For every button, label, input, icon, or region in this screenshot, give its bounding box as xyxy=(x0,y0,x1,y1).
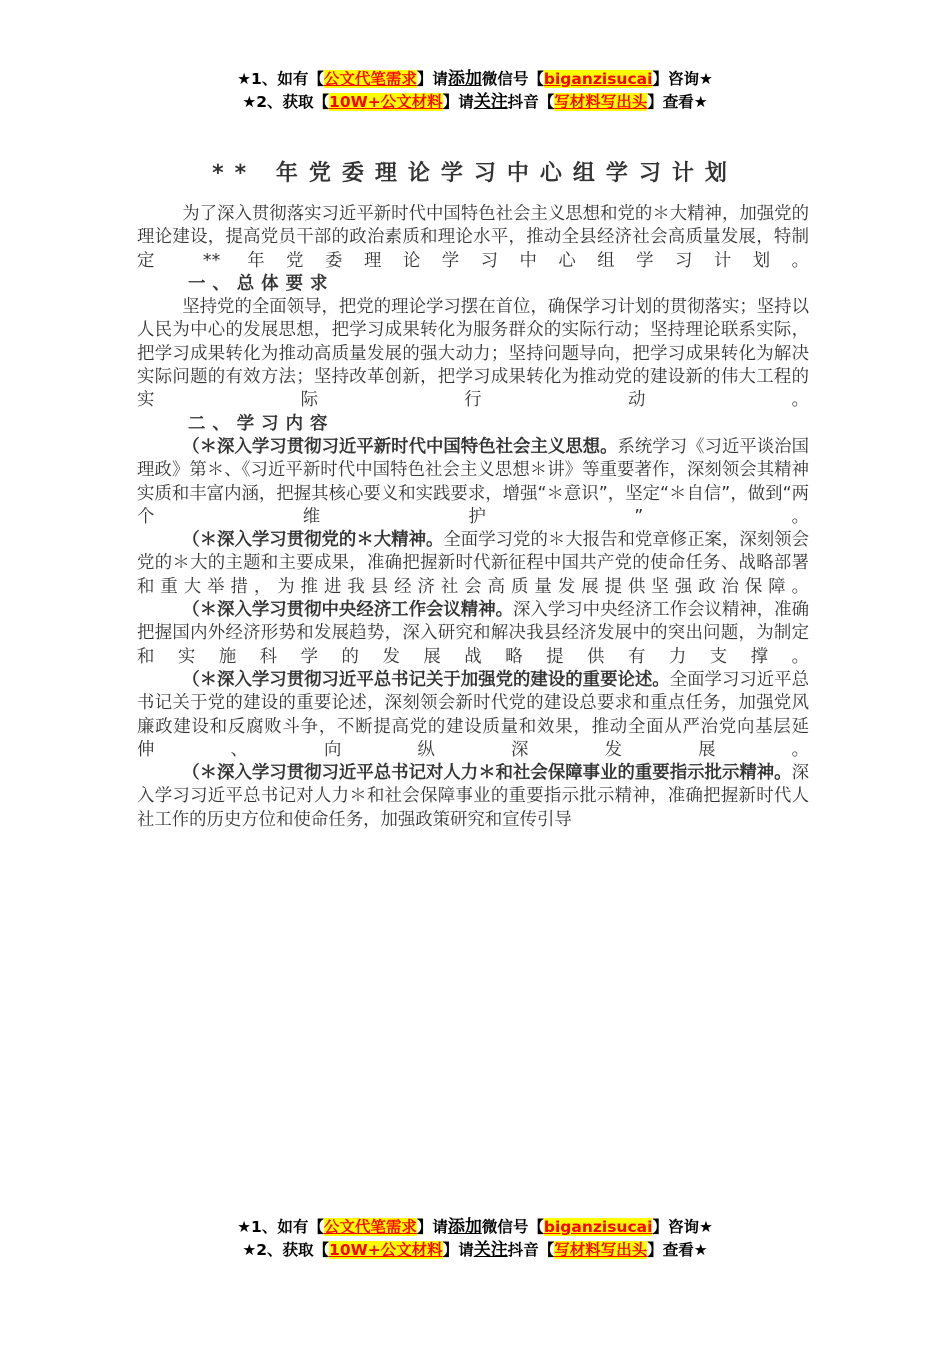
study-item-heading: （＊深入学习贯彻习近平总书记关于加强党的建设的重要论述。 xyxy=(182,669,670,690)
study-item-heading: （＊深入学习贯彻习近平总书记对人力＊和社会保障事业的重要指示批示精神。 xyxy=(182,763,792,784)
promo-segment: 】请 xyxy=(416,1218,448,1236)
section-heading-1: 一、总体要求 xyxy=(188,273,335,294)
promo-segment: biganzisucai xyxy=(543,1218,653,1236)
promo-segment: 添加 xyxy=(447,1217,482,1237)
study-item-text: 深入学习中央经济工作会议精神，准确把握国内外经济形势和发展趋势，深入研究和解决我县经济发展中的突出问题，为制定和实施科学的发展战略提供有力支撑。 xyxy=(137,600,809,667)
document-title: ** 年党委理论学习中心组学习计划 xyxy=(212,161,738,186)
section-heading-2: 二、学习内容 xyxy=(188,413,335,434)
study-item xyxy=(137,436,809,529)
promo-segment: 】咨询★ xyxy=(652,70,713,88)
study-item-text: 全面学习党的＊大报告和党章修正案，深刻领会党的＊大的主题和主要成果，准确把握新时代新征程中国共产党的使命任务、战略部署和重大举措，为推进我县经济社会高质量发展提供坚强政治保障。 xyxy=(137,530,809,597)
study-item-heading: （＊深入学习贯彻中央经济工作会议精神。 xyxy=(182,600,514,621)
promo-line-1 xyxy=(0,68,950,91)
promo-segment: 关注 xyxy=(473,92,508,112)
promo-segment: 】请 xyxy=(442,93,474,111)
study-item xyxy=(137,529,809,599)
intro-paragraph: 为了深入贯彻落实习近平新时代中国特色社会主义思想和党的＊大精神，加强党的理论建设，提高党员干部的政治素质和理论水平，推动全县经济社会高质量发展，特制定 ** 年党委理论学习中心组学习计划。 xyxy=(137,204,809,271)
study-item-text: 深入学习习近平总书记对人力＊和社会保障事业的重要指示批示精神，准确把握新时代人社工作的历史方位和使命任务，加强政策研究和宣传引导 xyxy=(137,763,809,830)
promo-banner-bottom xyxy=(0,1216,950,1262)
promo-segment: 添加 xyxy=(447,69,482,89)
promo-segment: 】查看★ xyxy=(647,1241,708,1259)
section-1-paragraph: 坚持党的全面领导，把党的理论学习摆在首位，确保学习计划的贯彻落实；坚持以人民为中心的发展思想，把学习成果转化为服务群众的实际行动；坚持理论联系实际，把学习成果转化为推动高质量发展的强大动力；坚持问题导向，把学习成果转化为解决实际问题的有效方法；坚持改革创新，把学习成果转化为推动党的建设新的伟大工程的实际行动。 xyxy=(137,297,809,411)
promo-segment: 】查看★ xyxy=(647,93,708,111)
study-item xyxy=(137,599,809,669)
promo-segment: 微信号【 xyxy=(481,70,544,88)
promo-segment: 】请 xyxy=(416,70,448,88)
promo-segment: 10W+公文材料 xyxy=(329,1241,443,1259)
promo-segment: 写材料写出头 xyxy=(554,93,648,111)
promo-line-1 xyxy=(0,1216,950,1239)
promo-segment: ★2、获取【 xyxy=(242,93,330,111)
promo-line-2 xyxy=(0,1239,950,1262)
study-item-text: 系统学习《习近平谈治国理政》第＊、《习近平新时代中国特色社会主义思想＊讲》等重要著作，深刻领会其精神实质和丰富内涵，把握其核心要义和实践要求，增强“＊意识”，坚定“＊自信”，做到“两个维护”。 xyxy=(137,436,809,527)
promo-segment: 关注 xyxy=(473,1240,508,1260)
promo-segment: biganzisucai xyxy=(543,70,653,88)
promo-segment: ★1、如有【 xyxy=(237,70,324,88)
study-item-text: 全面学习习近平总书记关于党的建设的重要论述，深刻领会新时代党的建设总要求和重点任务，加强党风廉政建设和反腐败斗争，不断提高党的建设质量和效果，推动全面从严治党向基层延伸、向纵深发展。 xyxy=(137,669,809,760)
promo-segment: 写材料写出头 xyxy=(554,1241,648,1259)
study-item-heading: （＊深入学习贯彻习近平新时代中国特色社会主义思想。 xyxy=(182,436,618,457)
promo-segment: 】请 xyxy=(442,1241,474,1259)
promo-segment: 10W+公文材料 xyxy=(329,93,443,111)
promo-segment: 公文代笔需求 xyxy=(323,1218,417,1236)
promo-segment: 微信号【 xyxy=(481,1218,544,1236)
promo-segment: 抖音【 xyxy=(507,1241,555,1259)
study-item xyxy=(137,762,809,832)
promo-segment: 】咨询★ xyxy=(652,1218,713,1236)
promo-segment: 公文代笔需求 xyxy=(323,70,417,88)
study-item xyxy=(137,669,809,762)
promo-segment: ★2、获取【 xyxy=(242,1241,330,1259)
promo-segment: 抖音【 xyxy=(507,93,555,111)
promo-line-2 xyxy=(0,91,950,114)
study-item-heading: （＊深入学习贯彻党的＊大精神。 xyxy=(182,530,444,551)
document-body xyxy=(137,203,809,832)
promo-segment: ★1、如有【 xyxy=(237,1218,324,1236)
promo-banner-top xyxy=(0,68,950,114)
